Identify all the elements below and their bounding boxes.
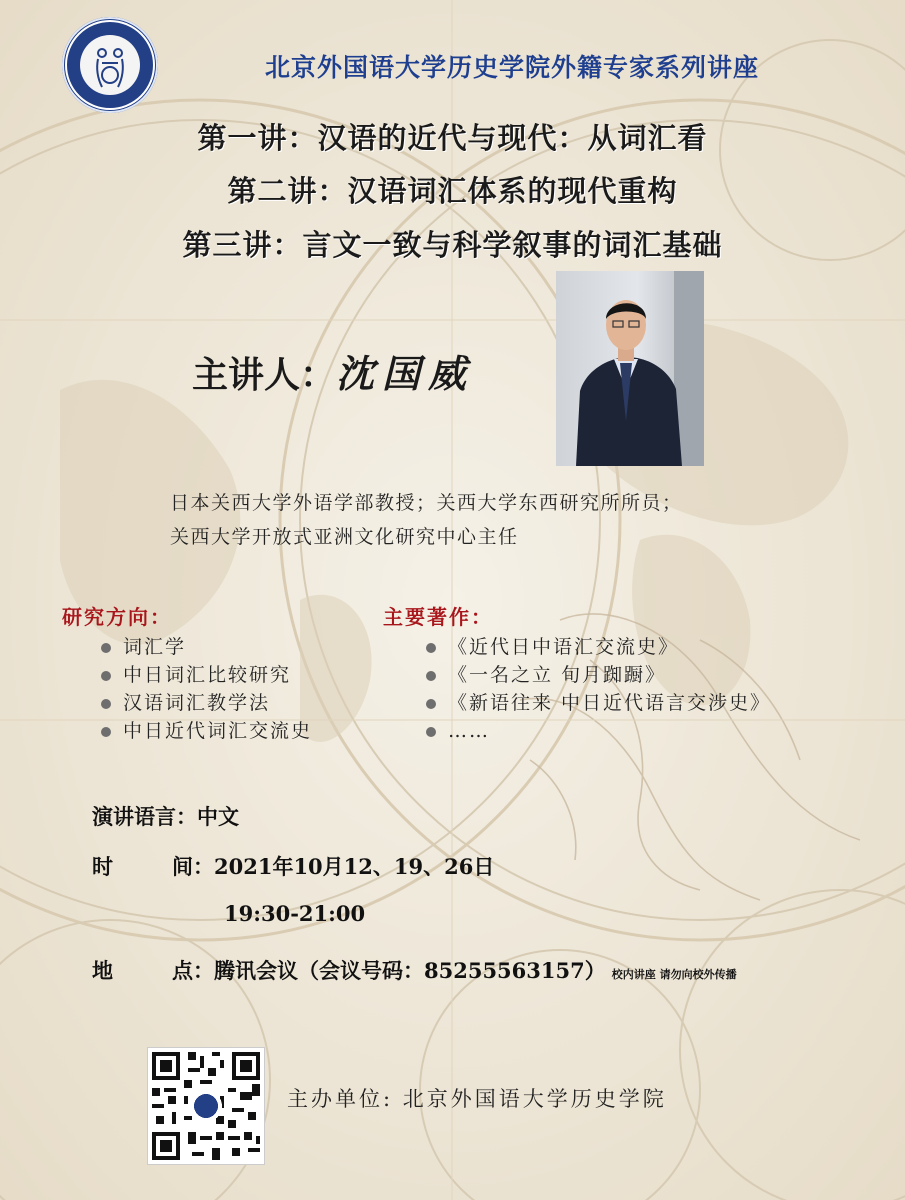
language-value: 中文	[197, 804, 239, 829]
institute-seal-icon	[62, 17, 158, 113]
speaker-title-line-1: 日本关西大学外语学部教授；关西大学东西研究所所员；	[170, 492, 683, 514]
list-item: 《一名之立 旬月踟蹰》	[420, 661, 771, 689]
time-label: 间：	[172, 854, 214, 879]
list-item: 《新语往来 中日近代语言交涉史》	[420, 689, 771, 717]
series-title: 北京外国语大学历史学院外籍专家系列讲座	[264, 53, 759, 82]
lecture-3-title: 第三讲：言文一致与科学叙事的词汇基础	[182, 228, 723, 262]
place-note: 校内讲座 请勿向校外传播	[611, 968, 737, 981]
place-key: 地	[92, 958, 113, 983]
lecture-1-title: 第一讲：汉语的近代与现代：从词汇看	[197, 121, 708, 155]
list-item: 汉语词汇教学法	[95, 689, 312, 717]
works-list	[420, 633, 771, 745]
list-item: 词汇学	[95, 633, 312, 661]
host-organization: 主办单位: 北京外国语大学历史学院	[287, 1087, 667, 1111]
lecture-2-title: 第二讲：汉语词汇体系的现代重构	[227, 174, 678, 208]
time-hours: 19:30-21:00	[224, 901, 366, 926]
time-line	[172, 851, 494, 881]
speaker-heading	[192, 343, 474, 398]
list-item: 中日词汇比较研究	[95, 661, 312, 689]
time-value: 2021年10月12、19、26日	[214, 854, 495, 879]
speaker-photo	[556, 271, 704, 466]
research-heading: 研究方向：	[62, 605, 172, 629]
speaker-name: 沈国威	[336, 351, 475, 396]
qr-code-icon	[148, 1048, 264, 1164]
speaker-title-line-2: 关西大学开放式亚洲文化研究中心主任	[170, 526, 519, 548]
list-item: 《近代日中语汇交流史》	[420, 633, 771, 661]
list-item: 中日近代词汇交流史	[95, 717, 312, 745]
language-line	[92, 801, 239, 831]
place-label: 点：	[172, 958, 214, 983]
speaker-label: 主讲人：	[192, 354, 337, 396]
place-value: 腾讯会议（会议号码：85255563157）	[214, 958, 606, 983]
time-key: 时	[92, 854, 113, 879]
language-label: 演讲语言：	[92, 804, 197, 829]
research-list	[95, 633, 312, 745]
works-heading: 主要著作：	[383, 605, 493, 629]
place-line	[172, 955, 737, 985]
speaker-titles	[170, 486, 683, 554]
list-item: ……	[420, 717, 771, 745]
